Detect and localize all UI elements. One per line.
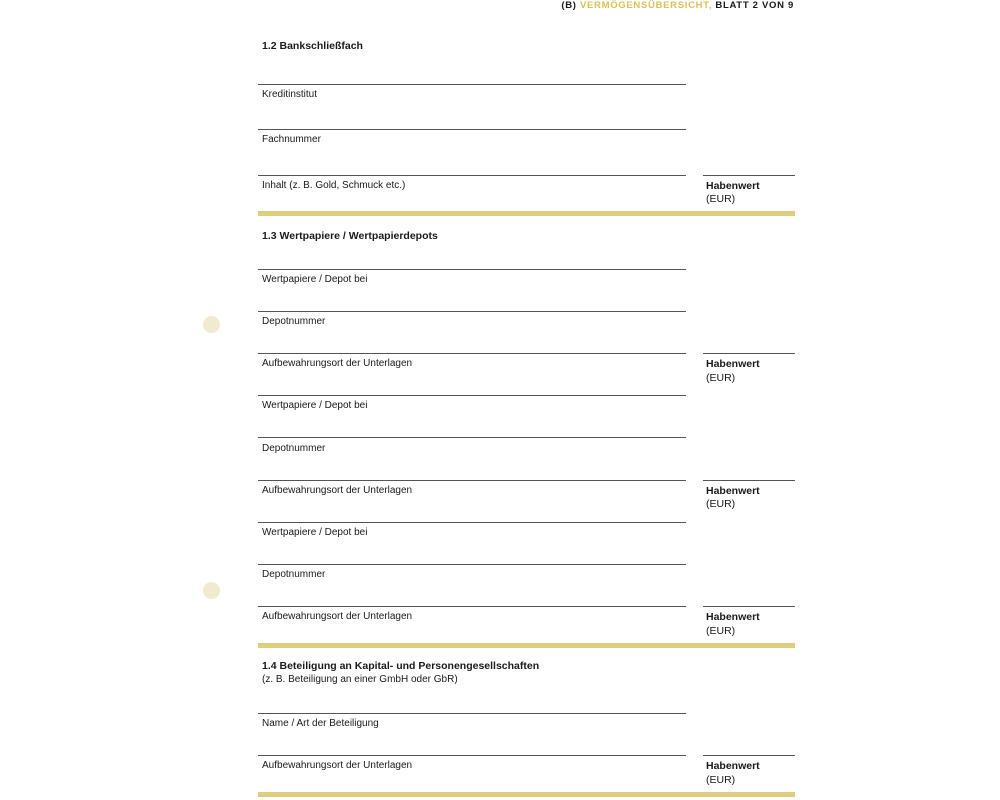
field-label: Aufbewahrungsort der Unterlagen: [262, 760, 413, 771]
field-label: Wertpapiere / Depot bei: [262, 400, 368, 411]
field-label: Wertpapiere / Depot bei: [262, 527, 368, 538]
value-label: Habenwert: [706, 760, 760, 772]
punch-hole-bottom: [203, 582, 220, 599]
page-header: [561, 0, 794, 11]
field-label: Wertpapiere / Depot bei: [262, 274, 368, 285]
section-title-beteiligung: 1.4 Beteiligung an Kapital- und Personengesellschaften: [262, 660, 540, 672]
field-label: Depotnummer: [262, 316, 326, 327]
header-page: BLATT 2 VON 9: [715, 0, 794, 11]
field-label: Aufbewahrungsort der Unterlagen: [262, 358, 413, 369]
field-line[interactable]: [258, 353, 686, 354]
field-line[interactable]: [258, 437, 686, 438]
section-divider: [258, 643, 795, 648]
field-label: Name / Art der Beteiligung: [262, 718, 379, 729]
value-line[interactable]: [703, 175, 795, 176]
section-divider: [258, 792, 795, 797]
field-label: Fachnummer: [262, 134, 321, 145]
value-line[interactable]: [703, 606, 795, 607]
field-label: Inhalt (z. B. Gold, Schmuck etc.): [262, 180, 406, 191]
field-line[interactable]: [258, 480, 686, 481]
field-line[interactable]: [258, 713, 686, 714]
field-line[interactable]: [258, 129, 686, 130]
field-label: Aufbewahrungsort der Unterlagen: [262, 611, 413, 622]
section-title-wertpapiere: 1.3 Wertpapiere / Wertpapierdepots: [262, 230, 438, 242]
value-unit: (EUR): [706, 193, 736, 205]
value-label: Habenwert: [706, 485, 760, 497]
field-label: Depotnummer: [262, 443, 326, 454]
punch-hole-top: [203, 316, 220, 333]
value-label: Habenwert: [706, 611, 760, 623]
value-unit: (EUR): [706, 774, 736, 786]
field-line[interactable]: [258, 606, 686, 607]
field-line[interactable]: [258, 175, 686, 176]
field-label: Kreditinstitut: [262, 89, 318, 100]
value-label: Habenwert: [706, 180, 760, 192]
field-line[interactable]: [258, 84, 686, 85]
value-unit: (EUR): [706, 372, 736, 384]
section-subtitle: (z. B. Beteiligung an einer GmbH oder GbR): [262, 674, 458, 685]
value-line[interactable]: [703, 480, 795, 481]
field-line[interactable]: [258, 311, 686, 312]
field-label: Depotnummer: [262, 569, 326, 580]
field-line[interactable]: [258, 564, 686, 565]
field-label: Aufbewahrungsort der Unterlagen: [262, 485, 413, 496]
field-line[interactable]: [258, 269, 686, 270]
field-line[interactable]: [258, 755, 686, 756]
section-title-bankschliessfach: 1.2 Bankschließfach: [262, 40, 363, 52]
value-line[interactable]: [703, 353, 795, 354]
field-line[interactable]: [258, 395, 686, 396]
header-title: VERMÖGENSÜBERSICHT,: [579, 0, 713, 11]
section-divider: [258, 211, 795, 216]
field-line[interactable]: [258, 522, 686, 523]
header-prefix: (B): [561, 0, 577, 11]
value-unit: (EUR): [706, 498, 736, 510]
value-unit: (EUR): [706, 625, 736, 637]
value-line[interactable]: [703, 755, 795, 756]
value-label: Habenwert: [706, 358, 760, 370]
